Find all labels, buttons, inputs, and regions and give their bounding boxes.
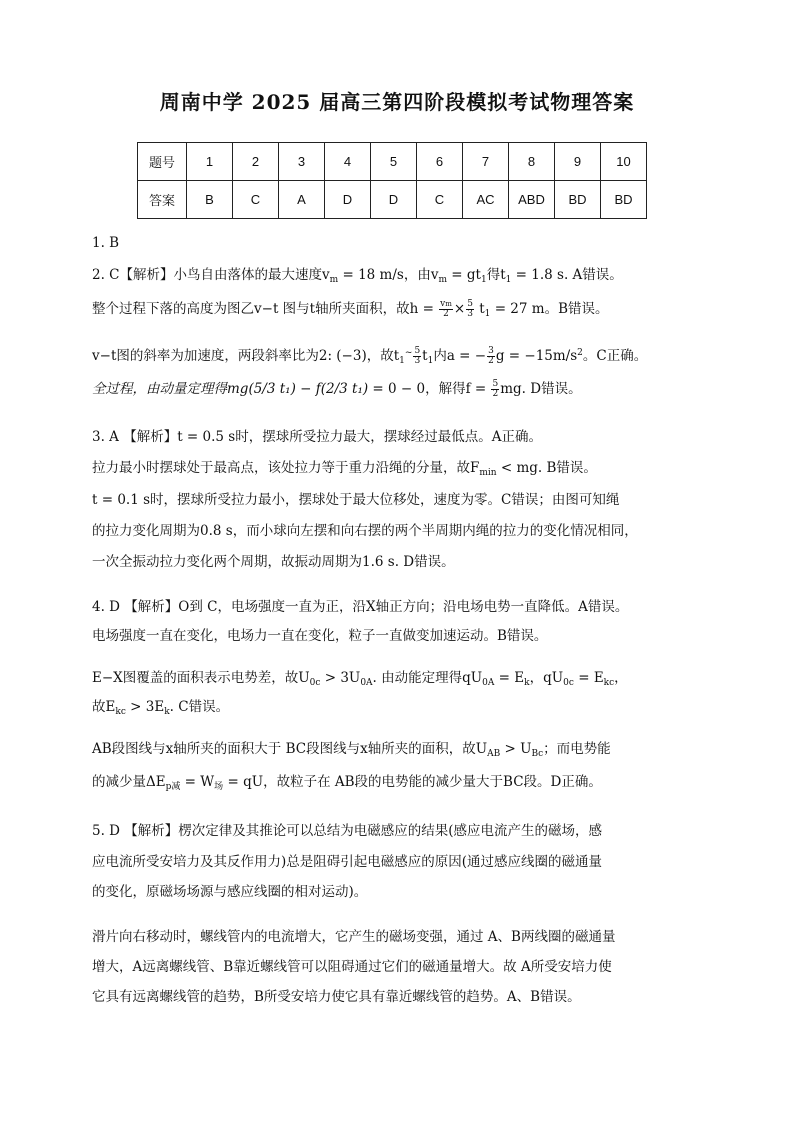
sub: Bc	[531, 749, 544, 759]
table-cell: 2	[233, 143, 279, 181]
table-cell: BD	[601, 181, 647, 219]
sub: 1	[399, 356, 405, 366]
denominator: 3	[414, 356, 421, 366]
sub: kc	[603, 678, 615, 688]
text: 内a = −	[433, 348, 487, 364]
text: > 3E	[125, 699, 165, 715]
numerator: 5	[414, 346, 421, 356]
text: − f	[295, 381, 321, 397]
table-cell: 10	[601, 143, 647, 181]
q2-line-3	[92, 344, 647, 370]
sub: 0A	[360, 678, 373, 688]
q5-line-6: 它具有远离螺线管的趋势，B所受安培力使它具有靠近螺线管的趋势。A、B错误。	[92, 989, 581, 1005]
text: (2/3 t₁)	[320, 381, 369, 397]
sub: 1	[427, 356, 434, 366]
sub: m	[438, 275, 448, 285]
text: = 18 m/s，由v	[338, 267, 439, 283]
text: 全过程，由动量定理得mg	[92, 381, 249, 397]
numerator: v	[440, 299, 446, 309]
text: = W	[180, 774, 215, 790]
table-cell: BD	[555, 181, 601, 219]
q2-line-4	[92, 380, 582, 399]
table-cell: 5	[371, 143, 417, 181]
text: mg. D错误。	[500, 381, 582, 397]
table-cell: 6	[417, 143, 463, 181]
text: ~	[404, 348, 413, 358]
text: t	[422, 348, 428, 364]
text: E−X图覆盖的面积表示电势差，故U	[92, 670, 310, 686]
table-cell: C	[233, 181, 279, 219]
q4-line-1: 4. D 【解析】O到 C，电场强度一直为正，沿X轴正方向；沿电场电势一直降低。A错误。	[92, 599, 629, 615]
table-cell: B	[187, 181, 233, 219]
q2-line-1	[92, 266, 623, 289]
text: ，qU	[529, 670, 564, 686]
text: . C错误。	[169, 699, 230, 715]
sub: 0A	[482, 678, 495, 688]
text: 得t	[486, 267, 506, 283]
sub: AB	[487, 749, 501, 759]
text: 整个过程下落的高度为图乙v−t 图与t轴所夹面积，故h =	[92, 301, 439, 317]
q5-line-4: 滑片向右移动时，螺线管内的电流增大，它产生的磁场变强，通过 A、B两线圈的磁通量	[92, 929, 616, 945]
text: ；而电势能	[543, 741, 611, 757]
sub: p减	[165, 782, 181, 792]
table-row	[138, 143, 647, 181]
q3-line-2	[92, 459, 597, 482]
table-cell: 1	[187, 143, 233, 181]
table-cell: D	[371, 181, 417, 219]
sub: 1	[505, 275, 512, 285]
q3-line-1: 3. A 【解析】t = 0.5 s时，摆球所受拉力最大，摆球经过最低点。A正确。	[92, 429, 542, 445]
fraction	[413, 347, 421, 366]
q4-line-4	[92, 698, 229, 721]
text: 的减少量ΔE	[92, 774, 166, 790]
fraction	[487, 347, 495, 366]
text: ，	[614, 670, 628, 686]
text: AB段图线与x轴所夹的面积大于 BC段图线与x轴所夹的面积，故U	[92, 741, 488, 757]
text: 拉力最小时摆球处于最高点，该处拉力等于重力沿绳的分量，故F	[92, 460, 480, 476]
sub: 1	[484, 309, 491, 319]
q5-line-3: 的变化，原磁场场源与感应线圈的相对运动)。	[92, 884, 368, 900]
q4-line-6	[92, 773, 602, 796]
table-row	[138, 181, 647, 219]
page-title: 周南中学 2025 届高三第四阶段模拟考试物理答案	[159, 90, 635, 114]
text: > U	[500, 741, 532, 757]
denominator: 2	[492, 389, 499, 399]
sub: kc	[115, 707, 126, 717]
sup: 2	[577, 348, 583, 358]
q4-line-5	[92, 740, 611, 763]
text: . 由动能定理得qU	[372, 670, 483, 686]
row-label-number: 题号	[138, 143, 187, 181]
q3-line-5: 一次全振动拉力变化两个周期，故振动周期为1.6 s. D错误。	[92, 554, 455, 570]
denominator: 2	[443, 309, 449, 319]
text: = E	[494, 670, 525, 686]
text: 。C正确。	[582, 348, 648, 364]
text: = 0 − 0，解得f =	[368, 381, 491, 397]
table-cell: C	[417, 181, 463, 219]
q5-line-5: 增大，A远离螺线管、B靠近螺线管可以阻碍通过它们的磁通量增大。故 A所受安培力使	[92, 959, 612, 975]
answer-table	[137, 142, 647, 219]
numerator: 5	[492, 379, 499, 389]
text: > 3U	[320, 670, 361, 686]
table-cell: 9	[555, 143, 601, 181]
text: ×	[453, 301, 466, 317]
q2-line-2	[92, 300, 609, 323]
text: t	[474, 301, 485, 317]
table-cell: ABD	[509, 181, 555, 219]
sub: min	[479, 468, 497, 478]
text: v−t图的斜率为加速度，两段斜率比为2: (−3)，故t	[92, 348, 400, 364]
numerator: 5	[467, 299, 473, 309]
numerator: 3	[488, 346, 494, 356]
sub: 0c	[309, 678, 321, 688]
text: < mg. B错误。	[496, 460, 597, 476]
text: 2. C【解析】小鸟自由落体的最大速度v	[92, 267, 330, 283]
sub: m	[445, 300, 452, 308]
table-cell: AC	[463, 181, 509, 219]
text: = qU，故粒子在 AB段的电势能的减少量大于BC段。D正确。	[223, 774, 602, 790]
sub: k	[164, 707, 170, 717]
table-cell: D	[325, 181, 371, 219]
sub: k	[524, 678, 530, 688]
fraction	[466, 300, 474, 319]
row-label-answer: 答案	[138, 181, 187, 219]
fraction	[439, 300, 453, 319]
table-cell: 3	[279, 143, 325, 181]
q4-line-3	[92, 669, 628, 692]
q1-line: 1. B	[92, 235, 120, 251]
denominator: 2	[488, 356, 494, 366]
text: 故E	[92, 699, 116, 715]
table-cell: 7	[463, 143, 509, 181]
text: (5/3 t₁)	[248, 381, 296, 397]
fraction	[491, 380, 499, 399]
q3-line-4: 的拉力变化周期为0.8 s，而小球向左摆和向右摆的两个半周期内绳的拉力的变化情况相同，	[92, 523, 638, 539]
table-cell: 8	[509, 143, 555, 181]
q5-line-2: 应电流所受安培力及其反作用力)总是阻碍引起电磁感应的原因(通过感应线圈的磁通量	[92, 854, 603, 870]
text: = E	[573, 670, 604, 686]
text: g = −15m/s	[495, 348, 578, 364]
text: = gt	[447, 267, 481, 283]
sub: 0c	[563, 678, 574, 688]
sub: m	[329, 275, 339, 285]
text: = 27 m。B错误。	[490, 301, 609, 317]
q3-line-3: t = 0.1 s时，摆球所受拉力最小，摆球处于最大位移处，速度为零。C错误；由图可知绳	[92, 492, 620, 508]
table-cell: A	[279, 181, 325, 219]
q5-line-1: 5. D 【解析】楞次定律及其推论可以总结为电磁感应的结果(感应电流产生的磁场，感	[92, 823, 603, 839]
text: = 1.8 s. A错误。	[511, 267, 623, 283]
sub: 1	[480, 275, 487, 285]
denominator: 3	[467, 309, 473, 319]
table-cell: 4	[325, 143, 371, 181]
sub: 场	[214, 782, 224, 792]
q4-line-2: 电场强度一直在变化，电场力一直在变化，粒子一直做变加速运动。B错误。	[92, 628, 548, 644]
